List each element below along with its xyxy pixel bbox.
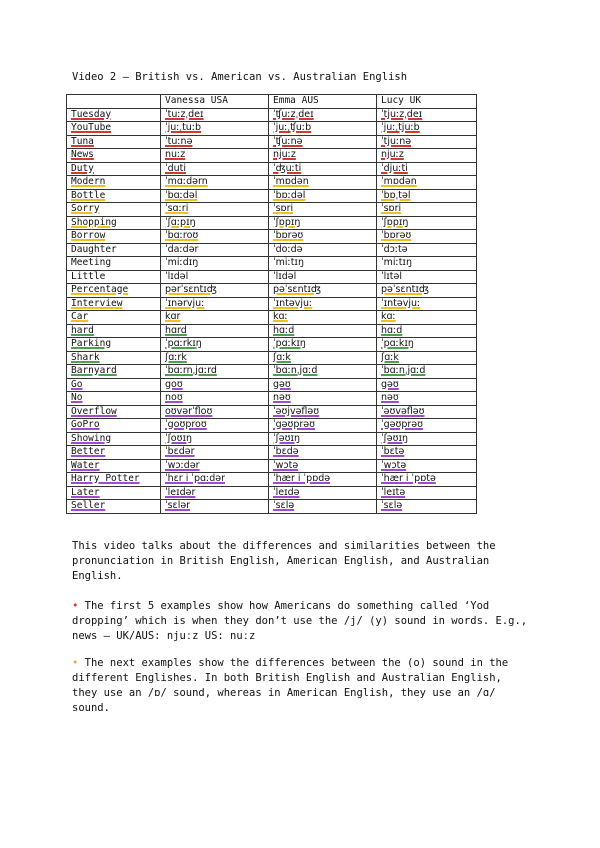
word-cell-text: Overflow: [71, 405, 117, 417]
word-cell: [67, 392, 161, 406]
usa-ipa-cell-text: ˈbɑːrnˌjɑːrd: [165, 365, 217, 376]
word-cell-text: Tuesday: [71, 108, 112, 120]
word-cell: [67, 216, 161, 230]
usa-ipa-cell-text: ˈpɑːrkɪŋ: [165, 338, 202, 349]
word-cell-text: Interview: [71, 297, 123, 309]
uk-ipa-cell: [377, 216, 477, 230]
uk-ipa-cell-text: njuːz: [381, 149, 404, 160]
table-row: [67, 311, 477, 325]
word-cell-text: News: [71, 149, 94, 160]
uk-ipa-cell-text: ˈleɪtə: [381, 486, 406, 498]
usa-ipa-cell-text: ˈhɛr i ˈpɑːdər: [165, 473, 226, 484]
aus-ipa-cell: [269, 432, 377, 446]
usa-ipa-cell: [161, 149, 269, 163]
word-cell-text: Duty: [71, 162, 94, 174]
usa-ipa-cell: [161, 297, 269, 311]
aus-ipa-cell-text: ˈbɒːdəl: [273, 189, 306, 201]
word-cell: [67, 203, 161, 217]
word-cell-text: Car: [71, 311, 89, 322]
word-cell-text: Percentage: [71, 284, 129, 295]
aus-ipa-cell: [269, 351, 377, 365]
word-cell-text: Shark: [71, 351, 100, 363]
word-cell-text: Little: [71, 270, 106, 282]
usa-ipa-cell-text: ˈʃɑːpɪŋ: [165, 216, 196, 228]
word-cell: [67, 162, 161, 176]
usa-ipa-cell: [161, 473, 269, 487]
table-row: [67, 216, 477, 230]
uk-ipa-cell-text: ˈʃɒpɪŋ: [381, 216, 409, 228]
table-row: [67, 486, 477, 500]
usa-ipa-cell: [161, 419, 269, 433]
aus-ipa-cell: [269, 162, 377, 176]
aus-ipa-cell: [269, 230, 377, 244]
word-cell: [67, 351, 161, 365]
word-cell: [67, 176, 161, 190]
uk-ipa-cell: [377, 203, 477, 217]
word-cell-text: YouTube: [71, 122, 112, 133]
aus-ipa-cell-text: ˈjuːˌʧuːb: [273, 122, 312, 133]
bullet-o-sound: [72, 656, 532, 716]
word-cell-text: Shopping: [71, 216, 117, 228]
word-cell-text: Bottle: [71, 189, 106, 201]
aus-ipa-cell: [269, 297, 377, 311]
bullet-text: The first 5 examples show how Americans do something called ‘Yod dropping’ which is when they don’t use the /j/ (y) sound in words. E.g., news – UK/AUS: njuːz US: nuːz: [72, 600, 528, 642]
usa-ipa-cell: [161, 257, 269, 271]
uk-ipa-cell-text: ˈtjuːnə: [381, 135, 412, 147]
uk-ipa-cell: [377, 108, 477, 122]
aus-ipa-cell-text: ˈsɛlə: [273, 500, 295, 511]
word-cell: [67, 243, 161, 257]
usa-ipa-cell-text: ˈduti: [165, 162, 187, 174]
usa-ipa-cell: [161, 392, 269, 406]
uk-ipa-cell: [377, 270, 477, 284]
uk-ipa-cell: [377, 284, 477, 298]
intro-paragraph: This video talks about the differences and similarities between the pronunciation in British English, American English, and Australian English.: [72, 540, 496, 582]
table-row: [67, 419, 477, 433]
uk-ipa-cell: [377, 378, 477, 392]
aus-ipa-cell-text: ˈʤuːti: [273, 162, 302, 174]
aus-ipa-cell: [269, 392, 377, 406]
uk-ipa-cell: [377, 149, 477, 163]
table-row: [67, 108, 477, 122]
aus-ipa-cell-text: ˈʧuːzˌdeɪ: [273, 108, 314, 120]
usa-ipa-cell: [161, 311, 269, 325]
word-cell-text: Seller: [71, 500, 106, 511]
uk-ipa-cell: [377, 122, 477, 136]
usa-ipa-cell-text: ˈtuːnə: [165, 135, 193, 147]
word-cell: [67, 446, 161, 460]
uk-ipa-cell-text: ˈbɑːnˌjɑːd: [381, 365, 426, 376]
uk-ipa-cell: [377, 351, 477, 365]
word-cell-text: No: [71, 392, 83, 403]
aus-ipa-cell-text: ʃɑːk: [273, 351, 291, 363]
usa-ipa-cell-text: ˈsɛlər: [165, 500, 191, 511]
word-cell: [67, 189, 161, 203]
aus-ipa-cell-text: ˈbɒrəʊ: [273, 230, 304, 241]
uk-ipa-cell-text: ʃɑːk: [381, 351, 399, 363]
table-row: [67, 230, 477, 244]
aus-ipa-cell: [269, 473, 377, 487]
word-cell-text: hard: [71, 324, 94, 336]
usa-ipa-cell-text: ˈtuːzˌdeɪ: [165, 108, 204, 120]
uk-ipa-cell: [377, 405, 477, 419]
aus-ipa-cell-text: ˈəʊjvəfləʊ: [273, 405, 320, 417]
word-cell-text: Better: [71, 446, 106, 457]
word-cell-text: Parking: [71, 338, 112, 349]
uk-ipa-cell-text: pəˈsɛntɪʤ: [381, 284, 429, 295]
aus-ipa-cell-text: ˈleɪdə: [273, 486, 300, 498]
uk-ipa-cell-text: ˈbɒrəʊ: [381, 230, 412, 241]
word-cell: [67, 257, 161, 271]
word-cell-text: Go: [71, 378, 83, 390]
usa-ipa-cell: [161, 324, 269, 338]
uk-ipa-cell-text: ˈgəʊprəʊ: [381, 419, 424, 430]
table-row: [67, 324, 477, 338]
usa-ipa-cell: [161, 459, 269, 473]
uk-ipa-cell-text: ˈdjuːti: [381, 162, 408, 174]
uk-ipa-cell-text: ˈmiːtɪŋ: [381, 257, 412, 268]
usa-ipa-cell: [161, 189, 269, 203]
usa-ipa-cell-text: ˈmiːdɪŋ: [165, 257, 199, 268]
uk-ipa-cell-text: kɑː: [381, 311, 396, 322]
aus-ipa-cell: [269, 378, 377, 392]
header-cell-word: [67, 95, 161, 109]
usa-ipa-cell-text: nuːz: [165, 149, 186, 160]
aus-ipa-cell-text: ˈwɔtə: [273, 459, 299, 471]
word-cell-text: Later: [71, 486, 100, 498]
aus-ipa-cell: [269, 216, 377, 230]
uk-ipa-cell-text: ˈwɔtə: [381, 459, 407, 471]
word-cell: [67, 378, 161, 392]
aus-ipa-cell: [269, 311, 377, 325]
uk-ipa-cell: [377, 162, 477, 176]
aus-ipa-cell-text: ˈʃɒpɪŋ: [273, 216, 301, 228]
aus-ipa-cell: [269, 324, 377, 338]
word-cell: [67, 324, 161, 338]
word-cell-text: Borrow: [71, 230, 106, 241]
aus-ipa-cell-text: ˈmɒdən: [273, 176, 309, 187]
usa-ipa-cell: [161, 162, 269, 176]
usa-ipa-cell: [161, 338, 269, 352]
word-cell: [67, 432, 161, 446]
usa-ipa-cell-text: ˈdaːdər: [165, 243, 199, 255]
uk-ipa-cell: [377, 392, 477, 406]
usa-ipa-cell-text: ˈwɔːdər: [165, 459, 200, 471]
aus-ipa-cell-text: ˈdoːdə: [273, 243, 303, 255]
uk-ipa-cell-text: nəʊ: [381, 392, 399, 403]
header-cell-aus: Emma AUS: [269, 95, 377, 109]
usa-ipa-cell: [161, 446, 269, 460]
aus-ipa-cell: [269, 189, 377, 203]
aus-ipa-cell: [269, 176, 377, 190]
usa-ipa-cell-text: noʊ: [165, 392, 183, 403]
header-cell-usa: Vanessa USA: [161, 95, 269, 109]
bullet-marker: •: [72, 600, 79, 612]
aus-ipa-cell-text: gəʊ: [273, 378, 291, 390]
aus-ipa-cell-text: ˈlɪdəl: [273, 270, 297, 282]
aus-ipa-cell-text: ˈsɒri: [273, 203, 294, 214]
uk-ipa-cell: [377, 176, 477, 190]
aus-ipa-cell-text: pəˈsɛntɪʤ: [273, 284, 321, 295]
table-row: [67, 378, 477, 392]
uk-ipa-cell-text: ˈhær i ˈpɒtə: [381, 473, 436, 484]
table-row: [67, 149, 477, 163]
pronunciation-table: [66, 94, 477, 514]
uk-ipa-cell-text: ˈbɒˌtəl: [381, 189, 411, 201]
word-cell-text: Modern: [71, 176, 106, 187]
word-cell: [67, 500, 161, 514]
bullet-marker: •: [72, 657, 79, 669]
aus-ipa-cell: [269, 203, 377, 217]
usa-ipa-cell-text: kɑr: [165, 311, 181, 322]
word-cell: [67, 486, 161, 500]
word-cell: [67, 311, 161, 325]
aus-ipa-cell: [269, 446, 377, 460]
aus-ipa-cell-text: ˈʃəʊɪŋ: [273, 432, 301, 444]
aus-ipa-cell-text: kɑː: [273, 311, 288, 322]
aus-ipa-cell: [269, 257, 377, 271]
table-row: [67, 257, 477, 271]
uk-ipa-cell-text: hɑːd: [381, 324, 403, 336]
table-row: [67, 365, 477, 379]
bullet-yod-dropping: [72, 599, 532, 644]
uk-ipa-cell: [377, 446, 477, 460]
table-row: [67, 122, 477, 136]
usa-ipa-cell-text: ˈjuːˌtuːb: [165, 122, 202, 133]
usa-ipa-cell-text: ˈbɛdər: [165, 446, 195, 457]
aus-ipa-cell: [269, 486, 377, 500]
uk-ipa-cell: [377, 189, 477, 203]
word-cell-text: Showing: [71, 432, 112, 444]
uk-ipa-cell-text: ˈtjuːzˌdeɪ: [381, 108, 423, 120]
uk-ipa-cell-text: ˈmɒdən: [381, 176, 417, 187]
aus-ipa-cell: [269, 270, 377, 284]
word-cell: [67, 338, 161, 352]
usa-ipa-cell-text: ʃɑːrk: [165, 351, 187, 363]
aus-ipa-cell: [269, 500, 377, 514]
word-cell-text: GoPro: [71, 419, 100, 430]
word-cell: [67, 365, 161, 379]
word-cell: [67, 284, 161, 298]
uk-ipa-cell: [377, 459, 477, 473]
uk-ipa-cell-text: ˈəʊvəfləʊ: [381, 405, 425, 417]
word-cell: [67, 230, 161, 244]
word-cell: [67, 297, 161, 311]
uk-ipa-cell: [377, 419, 477, 433]
uk-ipa-cell: [377, 324, 477, 338]
table-row: [67, 176, 477, 190]
aus-ipa-cell: [269, 459, 377, 473]
table-row: [67, 500, 477, 514]
uk-ipa-cell: [377, 500, 477, 514]
word-cell: [67, 149, 161, 163]
table-row: [67, 243, 477, 257]
uk-ipa-cell: [377, 230, 477, 244]
word-cell: [67, 135, 161, 149]
table-row: [67, 392, 477, 406]
usa-ipa-cell: [161, 405, 269, 419]
aus-ipa-cell-text: ˈbɛdə: [273, 446, 299, 457]
aus-ipa-cell-text: ˈɪntəvjuː: [273, 297, 313, 309]
word-cell: [67, 419, 161, 433]
usa-ipa-cell: [161, 216, 269, 230]
uk-ipa-cell: [377, 257, 477, 271]
table-row: [67, 297, 477, 311]
document-title: Video 2 – British vs. American vs. Australian English: [72, 71, 408, 83]
table-row: [67, 473, 477, 487]
uk-ipa-cell-text: ˈlɪtəl: [381, 270, 402, 282]
usa-ipa-cell: [161, 378, 269, 392]
word-cell: [67, 459, 161, 473]
usa-ipa-cell-text: ˈlɪdəl: [165, 270, 189, 282]
uk-ipa-cell: [377, 486, 477, 500]
usa-ipa-cell: [161, 135, 269, 149]
aus-ipa-cell: [269, 149, 377, 163]
uk-ipa-cell: [377, 297, 477, 311]
uk-ipa-cell-text: ˈsɒri: [381, 203, 402, 214]
table-row: [67, 432, 477, 446]
usa-ipa-cell: [161, 122, 269, 136]
bullet-text: The next examples show the differences between the (o) sound in the different Englishes. In both British English and Australian English, they use an /ɒ/ sound, whereas in American English, they use an /ɑ/ sound.: [72, 657, 509, 714]
usa-ipa-cell: [161, 284, 269, 298]
header-cell-uk: Lucy UK: [377, 95, 477, 109]
aus-ipa-cell-text: ˈmiːtɪŋ: [273, 257, 304, 268]
aus-ipa-cell-text: njuːz: [273, 149, 296, 160]
uk-ipa-cell: [377, 135, 477, 149]
aus-ipa-cell: [269, 108, 377, 122]
table-row: [67, 405, 477, 419]
usa-ipa-cell: [161, 432, 269, 446]
aus-ipa-cell: [269, 365, 377, 379]
table-row: [67, 459, 477, 473]
uk-ipa-cell: [377, 338, 477, 352]
usa-ipa-cell-text: ˈmɑːdərn: [165, 176, 208, 187]
uk-ipa-cell: [377, 473, 477, 487]
uk-ipa-cell-text: ˈdɔːtə: [381, 243, 408, 255]
aus-ipa-cell: [269, 338, 377, 352]
word-cell-text: Barnyard: [71, 365, 117, 376]
usa-ipa-cell: [161, 270, 269, 284]
aus-ipa-cell: [269, 284, 377, 298]
aus-ipa-cell: [269, 419, 377, 433]
aus-ipa-cell-text: ˈpɑːkɪŋ: [273, 338, 306, 349]
usa-ipa-cell-text: oʊvərˈfloʊ: [165, 405, 213, 417]
word-cell-text: Daughter: [71, 243, 117, 255]
aus-ipa-cell: [269, 405, 377, 419]
usa-ipa-cell-text: ˈbɑːdəl: [165, 189, 198, 201]
table-row: [67, 270, 477, 284]
word-cell: [67, 473, 161, 487]
table-row: [67, 351, 477, 365]
usa-ipa-cell-text: pərˈsɛntɪʤ: [165, 284, 217, 295]
word-cell: [67, 270, 161, 284]
usa-ipa-cell-text: ˈbɑːroʊ: [165, 230, 199, 241]
table-row: [67, 135, 477, 149]
usa-ipa-cell: [161, 500, 269, 514]
usa-ipa-cell: [161, 365, 269, 379]
aus-ipa-cell-text: ˈgəʊprəʊ: [273, 419, 316, 430]
usa-ipa-cell-text: ˈʃoʊɪŋ: [165, 432, 193, 444]
uk-ipa-cell: [377, 311, 477, 325]
table-row: [67, 338, 477, 352]
aus-ipa-cell: [269, 243, 377, 257]
aus-ipa-cell: [269, 122, 377, 136]
word-cell-text: Sorry: [71, 203, 100, 214]
uk-ipa-cell-text: ˈʃəʊɪŋ: [381, 432, 409, 444]
uk-ipa-cell: [377, 365, 477, 379]
uk-ipa-cell-text: ˈsɛlə: [381, 500, 403, 511]
aus-ipa-cell-text: nəʊ: [273, 392, 291, 403]
uk-ipa-cell-text: ˈpɑːkɪŋ: [381, 338, 414, 349]
word-cell: [67, 405, 161, 419]
usa-ipa-cell-text: ˈleɪdər: [165, 486, 196, 498]
usa-ipa-cell-text: ˈsɑːri: [165, 203, 189, 214]
table-row: [67, 189, 477, 203]
word-cell-text: Harry Potter: [71, 473, 140, 484]
word-cell-text: Meeting: [71, 257, 112, 268]
usa-ipa-cell: [161, 230, 269, 244]
uk-ipa-cell: [377, 432, 477, 446]
word-cell-text: Tuna: [71, 135, 94, 147]
table-row: [67, 446, 477, 460]
table-row: [67, 203, 477, 217]
table-row: [67, 284, 477, 298]
usa-ipa-cell: [161, 108, 269, 122]
usa-ipa-cell-text: goʊ: [165, 378, 183, 390]
aus-ipa-cell-text: ˈʧuːnə: [273, 135, 303, 147]
usa-ipa-cell: [161, 203, 269, 217]
uk-ipa-cell-text: gəʊ: [381, 378, 399, 390]
usa-ipa-cell: [161, 486, 269, 500]
uk-ipa-cell-text: ˈbɛtə: [381, 446, 405, 457]
aus-ipa-cell: [269, 135, 377, 149]
usa-ipa-cell: [161, 243, 269, 257]
word-cell-text: Water: [71, 459, 100, 471]
usa-ipa-cell-text: ˈgoʊproʊ: [165, 419, 207, 430]
word-cell: [67, 108, 161, 122]
usa-ipa-cell-text: hɑrd: [165, 324, 187, 336]
aus-ipa-cell-text: ˈhær i ˈpɒdə: [273, 473, 331, 484]
usa-ipa-cell-text: ˈɪnərvjuː: [165, 297, 205, 309]
aus-ipa-cell-text: ˈbɑːnˌjɑːd: [273, 365, 318, 376]
word-cell: [67, 122, 161, 136]
usa-ipa-cell: [161, 176, 269, 190]
table-header-row: [67, 95, 477, 109]
uk-ipa-cell: [377, 243, 477, 257]
usa-ipa-cell: [161, 351, 269, 365]
table-row: [67, 162, 477, 176]
uk-ipa-cell-text: ˈɪntəvjuː: [381, 297, 421, 309]
uk-ipa-cell-text: ˈjuːˌtjuːb: [381, 122, 420, 133]
aus-ipa-cell-text: hɑːd: [273, 324, 295, 336]
